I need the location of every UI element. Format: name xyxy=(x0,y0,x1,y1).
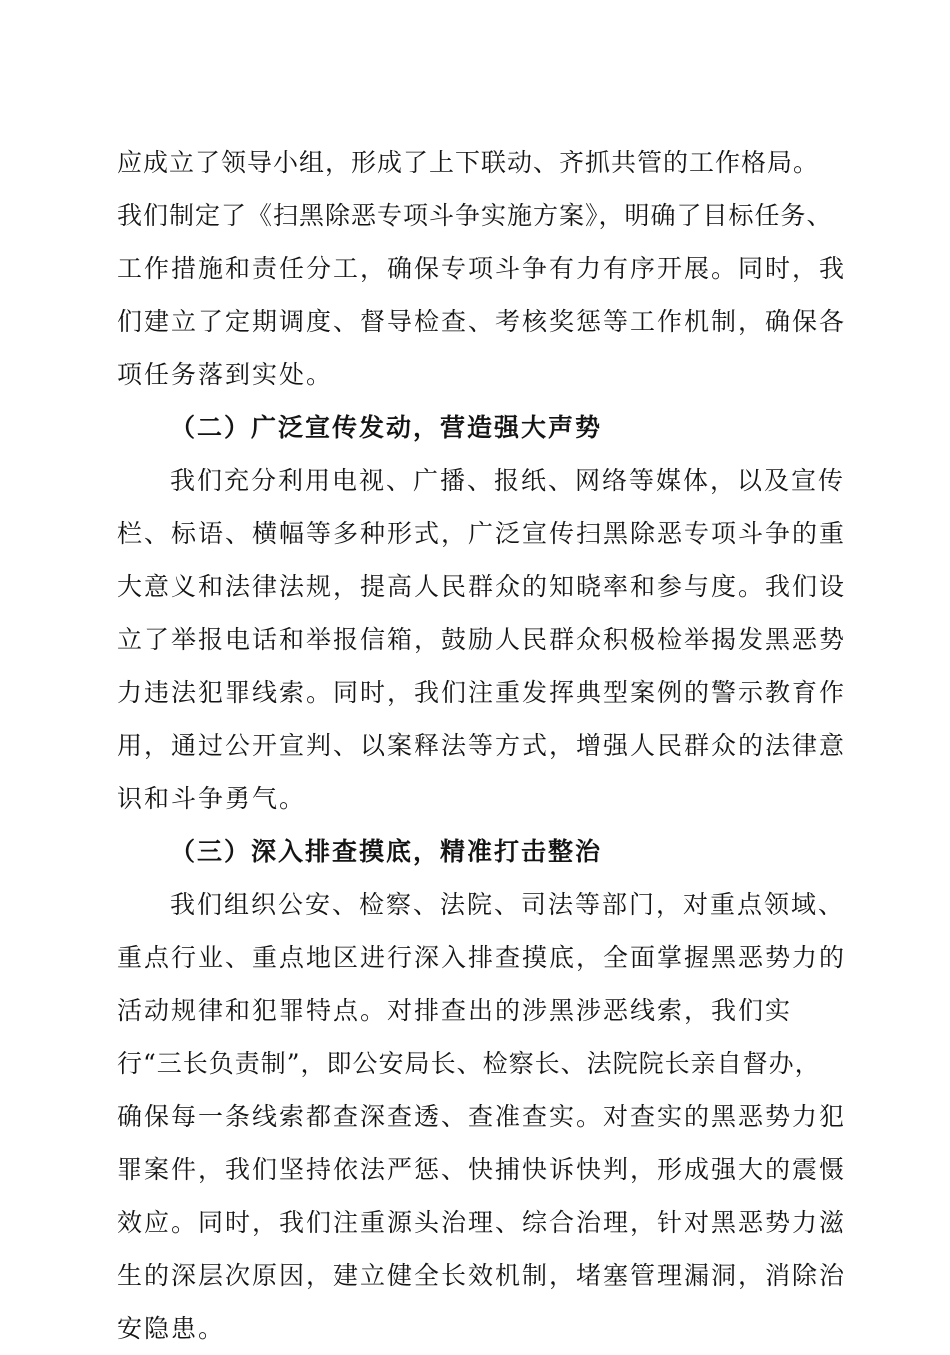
text-line: 活动规律和犯罪特点。对排查出的涉黑涉恶线索，我们实 xyxy=(117,996,793,1025)
text-line: 们建立了定期调度、督导检查、考核奖惩等工作机制，确保各 xyxy=(117,307,847,336)
text-line: 安隐患。 xyxy=(117,1314,226,1343)
text-line: 重点行业、重点地区进行深入排查摸底，全面掌握黑恶势力的 xyxy=(117,943,847,972)
text-line: 力违法犯罪线索。同时，我们注重发挥典型案例的警示教育作 xyxy=(117,678,847,707)
document-body xyxy=(117,136,847,1355)
section-heading: （三）深入排查摸底，精准打击整治 xyxy=(170,837,603,866)
text-line: 识和斗争勇气。 xyxy=(117,784,307,813)
text-line: 我们制定了《扫黑除恶专项斗争实施方案》，明确了目标任务、 xyxy=(117,201,833,230)
text-line: 行“三长负责制”，即公安局长、检察长、法院院长亲自督办， xyxy=(117,1049,821,1078)
text-line: 工作措施和责任分工，确保专项斗争有力有序开展。同时，我 xyxy=(117,254,847,283)
text-line: 项任务落到实处。 xyxy=(117,360,334,389)
text-line: 用，通过公开宣判、以案释法等方式，增强人民群众的法律意 xyxy=(117,731,847,760)
text-line: 大意义和法律法规，提高人民群众的知晓率和参与度。我们设 xyxy=(117,572,847,601)
text-line: 确保每一条线索都查深查透、查准查实。对查实的黑恶势力犯 xyxy=(117,1102,847,1131)
text-line: 罪案件，我们坚持依法严惩、快捕快诉快判，形成强大的震慑 xyxy=(117,1155,847,1184)
text-line: 生的深层次原因，建立健全长效机制，堵塞管理漏洞，消除治 xyxy=(117,1261,847,1290)
text-line: 应成立了领导小组，形成了上下联动、齐抓共管的工作格局。 xyxy=(117,148,820,177)
text-line: 我们充分利用电视、广播、报纸、网络等媒体，以及宣传 xyxy=(170,466,846,495)
text-line: 我们组织公安、检察、法院、司法等部门，对重点领域、 xyxy=(170,890,846,919)
text-line: 立了举报电话和举报信箱，鼓励人民群众积极检举揭发黑恶势 xyxy=(117,625,847,654)
text-line: 效应。同时，我们注重源头治理、综合治理，针对黑恶势力滋 xyxy=(117,1208,847,1237)
text-line: 栏、标语、横幅等多种形式，广泛宣传扫黑除恶专项斗争的重 xyxy=(117,519,847,548)
section-heading: （二）广泛宣传发动，营造强大声势 xyxy=(170,413,603,442)
